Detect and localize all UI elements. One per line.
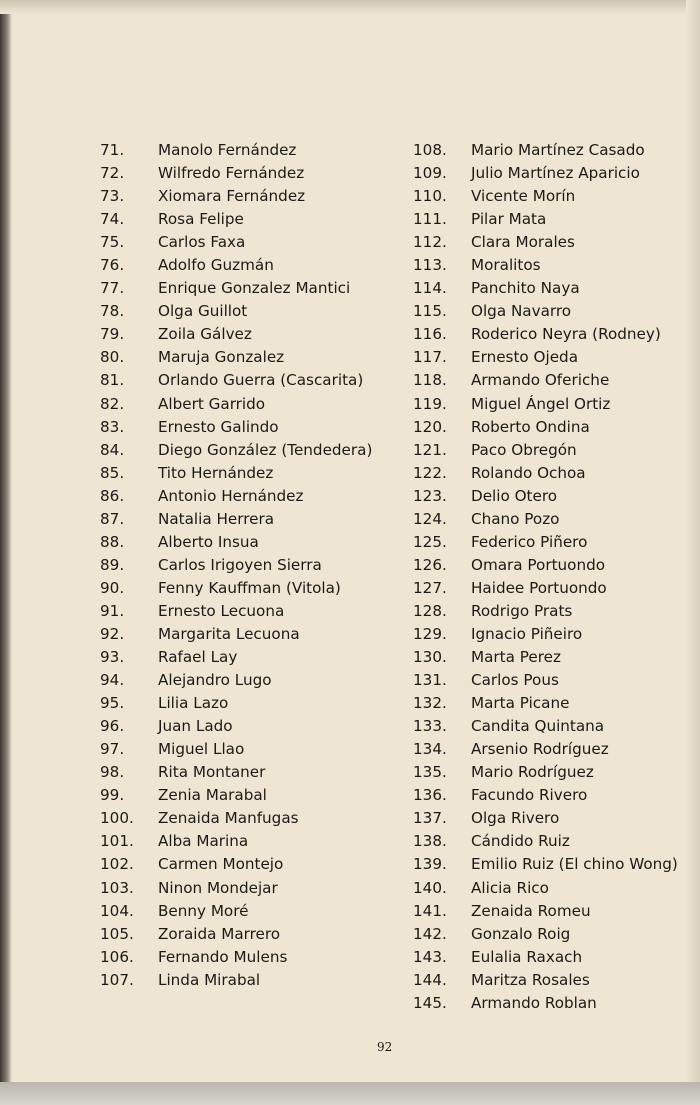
item-number: 73. [100, 187, 125, 206]
person-name: Linda Mirabal [158, 970, 261, 989]
person-name: Ernesto Galindo [158, 417, 279, 436]
person-name: Maruja Gonzalez [158, 348, 285, 367]
list-item [100, 508, 376, 531]
item-number: 124. [413, 509, 447, 528]
list-item [100, 162, 376, 185]
person-name: Zenaida Romeu [471, 901, 591, 920]
person-name: Miguel Llao [158, 740, 245, 759]
person-name: Tito Hernández [158, 463, 274, 482]
list-item [100, 254, 376, 277]
person-name: Benny Moré [158, 901, 249, 920]
list-item [413, 462, 700, 485]
item-number: 120. [413, 417, 447, 436]
list-item [100, 485, 376, 508]
item-number: 81. [100, 371, 125, 390]
item-number: 118. [413, 371, 447, 390]
list-item [413, 900, 700, 923]
list-item [100, 669, 376, 692]
list-item [100, 830, 376, 853]
person-name: Enrique Gonzalez Mantici [158, 279, 351, 298]
person-name: Alberto Insua [158, 532, 259, 551]
list-item [100, 877, 376, 900]
person-name: Panchito Naya [471, 279, 580, 298]
person-name: Manolo Fernández [158, 141, 297, 159]
list-item [100, 208, 376, 231]
list-item [100, 416, 376, 439]
person-name: Delio Otero [471, 486, 558, 505]
item-number: 82. [100, 394, 125, 413]
person-name: Zenia Marabal [158, 786, 267, 805]
list-item [413, 669, 700, 692]
list-item [413, 877, 700, 900]
person-name: Roderico Neyra (Rodney) [471, 325, 661, 344]
list-item [413, 807, 700, 830]
person-name: Armando Oferiche [471, 371, 610, 390]
item-number: 140. [413, 878, 447, 897]
list-item [100, 969, 376, 992]
list-item [413, 508, 700, 531]
item-number: 110. [413, 187, 447, 206]
person-name: Carmen Montejo [158, 855, 284, 874]
list-item [413, 369, 700, 392]
item-number: 141. [413, 901, 447, 920]
person-name: Adolfo Guzmán [158, 256, 274, 275]
page-top-shadow [0, 0, 700, 14]
item-number: 104. [100, 901, 134, 920]
list-item [413, 531, 700, 554]
item-number: 87. [100, 509, 125, 528]
person-name: Vicente Morín [471, 187, 576, 206]
person-name: Rosa Felipe [158, 210, 244, 229]
person-name: Pilar Mata [471, 210, 547, 229]
item-number: 90. [100, 578, 125, 597]
item-number: 103. [100, 878, 134, 897]
item-number: 88. [100, 532, 125, 551]
list-item [413, 162, 700, 185]
item-number: 127. [413, 578, 447, 597]
person-name: Armando Roblan [471, 993, 597, 1012]
list-item [100, 346, 376, 369]
list-item [413, 853, 700, 876]
item-number: 128. [413, 601, 447, 620]
person-name: Zenaida Manfugas [158, 809, 299, 828]
list-item [413, 577, 700, 600]
person-name: Rafael Lay [158, 648, 238, 667]
person-name: Antonio Hernández [158, 486, 304, 505]
person-name: Eulalia Raxach [471, 947, 583, 966]
item-number: 137. [413, 809, 447, 828]
item-number: 98. [100, 763, 125, 782]
person-name: Diego González (Tendedera) [158, 440, 373, 459]
list-item [100, 784, 376, 807]
item-number: 145. [413, 993, 447, 1012]
item-number: 91. [100, 601, 125, 620]
person-name: Gonzalo Roig [471, 924, 571, 943]
list-item [413, 231, 700, 254]
person-name: Carlos Faxa [158, 233, 246, 252]
item-number: 130. [413, 648, 447, 667]
list-item [100, 300, 376, 323]
person-name: Alicia Rico [471, 878, 549, 897]
scanner-bed-strip [0, 1082, 700, 1105]
list-item [413, 923, 700, 946]
person-name: Maritza Rosales [471, 970, 590, 989]
person-name: Roberto Ondina [471, 417, 590, 436]
list-item [413, 969, 700, 992]
list-item [413, 830, 700, 853]
person-name: Clara Morales [471, 233, 575, 252]
item-number: 143. [413, 947, 447, 966]
list-item [100, 600, 376, 623]
item-number: 97. [100, 740, 125, 759]
item-number: 125. [413, 532, 447, 551]
item-number: 89. [100, 555, 125, 574]
person-name: Lilia Lazo [158, 694, 229, 713]
list-item [413, 992, 700, 1015]
item-number: 109. [413, 164, 447, 183]
person-name: Miguel Ángel Ortiz [471, 394, 611, 413]
person-name: Haidee Portuondo [471, 578, 607, 597]
list-item [413, 554, 700, 577]
list-item [100, 853, 376, 876]
list-item [413, 738, 700, 761]
item-number: 99. [100, 786, 125, 805]
list-item [100, 139, 376, 162]
person-name: Olga Guillot [158, 302, 248, 321]
item-number: 78. [100, 302, 125, 321]
book-spine-shadow [0, 0, 12, 1105]
item-number: 139. [413, 855, 447, 874]
item-number: 74. [100, 210, 125, 229]
person-name: Chano Pozo [471, 509, 560, 528]
person-name: Albert Garrido [158, 394, 266, 413]
person-name: Natalia Herrera [158, 509, 275, 528]
person-name: Olga Navarro [471, 302, 572, 321]
person-name: Orlando Guerra (Cascarita) [158, 371, 364, 390]
person-name: Ernesto Lecuona [158, 601, 285, 620]
item-number: 113. [413, 256, 447, 275]
person-name: Rita Montaner [158, 763, 266, 782]
item-number: 92. [100, 624, 125, 643]
list-item [100, 277, 376, 300]
item-number: 126. [413, 555, 447, 574]
person-name: Xiomara Fernández [158, 187, 306, 206]
item-number: 121. [413, 440, 447, 459]
list-item [100, 923, 376, 946]
item-number: 123. [413, 486, 447, 505]
item-number: 75. [100, 233, 125, 252]
list-item [100, 692, 376, 715]
person-name: Moralitos [471, 256, 541, 275]
list-item [413, 646, 700, 669]
person-name: Facundo Rivero [471, 786, 588, 805]
list-item [100, 439, 376, 462]
person-name: Carlos Irigoyen Sierra [158, 555, 322, 574]
item-number: 108. [413, 141, 447, 159]
list-item [413, 784, 700, 807]
item-number: 84. [100, 440, 125, 459]
list-item [413, 485, 700, 508]
item-number: 95. [100, 694, 125, 713]
item-number: 107. [100, 970, 134, 989]
item-number: 71. [100, 141, 125, 159]
person-name: Zoila Gálvez [158, 325, 252, 344]
item-number: 93. [100, 648, 125, 667]
person-name: Julio Martínez Aparicio [471, 164, 640, 183]
list-item [100, 807, 376, 830]
list-item [413, 346, 700, 369]
person-name: Candita Quintana [471, 717, 605, 736]
list-item [100, 946, 376, 969]
list-item [100, 738, 376, 761]
list-item [100, 623, 376, 646]
list-item [100, 715, 376, 738]
person-name: Alejandro Lugo [158, 671, 272, 690]
list-item [100, 323, 376, 346]
person-name: Rolando Ochoa [471, 463, 586, 482]
person-name: Fernando Mulens [158, 947, 288, 966]
list-item [100, 462, 376, 485]
list-item [413, 715, 700, 738]
person-name: Ninon Mondejar [158, 878, 278, 897]
person-name: Margarita Lecuona [158, 624, 300, 643]
list-item [413, 946, 700, 969]
list-item [413, 761, 700, 784]
item-number: 96. [100, 717, 125, 736]
item-number: 133. [413, 717, 447, 736]
list-item [413, 139, 700, 162]
person-name: Fenny Kauffman (Vitola) [158, 578, 341, 597]
page-number: 92 [377, 1040, 393, 1054]
item-number: 102. [100, 855, 134, 874]
item-number: 134. [413, 740, 447, 759]
person-name: Ernesto Ojeda [471, 348, 578, 367]
list-item [100, 231, 376, 254]
item-number: 76. [100, 256, 125, 275]
list-item [413, 208, 700, 231]
person-name: Zoraida Marrero [158, 924, 281, 943]
item-number: 72. [100, 164, 125, 183]
list-item [413, 323, 700, 346]
item-number: 144. [413, 970, 447, 989]
person-name: Olga Rivero [471, 809, 560, 828]
item-number: 142. [413, 924, 447, 943]
list-item [100, 393, 376, 416]
item-number: 115. [413, 302, 447, 321]
person-name: Emilio Ruiz (El chino Wong) [471, 855, 678, 874]
list-item [413, 300, 700, 323]
person-name: Marta Perez [471, 648, 561, 667]
item-number: 77. [100, 279, 125, 298]
names-list-right-column [413, 139, 700, 1015]
item-number: 79. [100, 325, 125, 344]
list-item [413, 600, 700, 623]
list-item [100, 369, 376, 392]
item-number: 117. [413, 348, 447, 367]
item-number: 106. [100, 947, 134, 966]
person-name: Arsenio Rodríguez [471, 740, 609, 759]
item-number: 85. [100, 463, 125, 482]
item-number: 136. [413, 786, 447, 805]
list-item [413, 277, 700, 300]
item-number: 83. [100, 417, 125, 436]
item-number: 114. [413, 279, 447, 298]
person-name: Mario Martínez Casado [471, 141, 645, 159]
person-name: Ignacio Piñeiro [471, 624, 583, 643]
list-item [100, 554, 376, 577]
person-name: Rodrigo Prats [471, 601, 573, 620]
item-number: 105. [100, 924, 134, 943]
item-number: 138. [413, 832, 447, 851]
item-number: 132. [413, 694, 447, 713]
person-name: Mario Rodríguez [471, 763, 594, 782]
list-item [413, 439, 700, 462]
item-number: 135. [413, 763, 447, 782]
item-number: 80. [100, 348, 125, 367]
list-item [413, 185, 700, 208]
list-item [100, 577, 376, 600]
item-number: 94. [100, 671, 125, 690]
list-item [100, 761, 376, 784]
names-list-left-column [100, 139, 376, 992]
person-name: Carlos Pous [471, 671, 559, 690]
item-number: 111. [413, 210, 447, 229]
item-number: 112. [413, 233, 447, 252]
item-number: 86. [100, 486, 125, 505]
item-number: 122. [413, 463, 447, 482]
person-name: Omara Portuondo [471, 555, 606, 574]
person-name: Alba Marina [158, 832, 249, 851]
person-name: Juan Lado [158, 717, 233, 736]
item-number: 131. [413, 671, 447, 690]
item-number: 129. [413, 624, 447, 643]
list-item [100, 185, 376, 208]
person-name: Federico Piñero [471, 532, 588, 551]
item-number: 101. [100, 832, 134, 851]
list-item [100, 900, 376, 923]
item-number: 100. [100, 809, 134, 828]
list-item [413, 692, 700, 715]
list-item [413, 416, 700, 439]
list-item [413, 254, 700, 277]
person-name: Cándido Ruiz [471, 832, 570, 851]
person-name: Marta Picane [471, 694, 570, 713]
list-item [413, 393, 700, 416]
list-item [100, 531, 376, 554]
item-number: 116. [413, 325, 447, 344]
person-name: Paco Obregón [471, 440, 577, 459]
person-name: Wilfredo Fernández [158, 164, 305, 183]
item-number: 119. [413, 394, 447, 413]
list-item [100, 646, 376, 669]
list-item [413, 623, 700, 646]
